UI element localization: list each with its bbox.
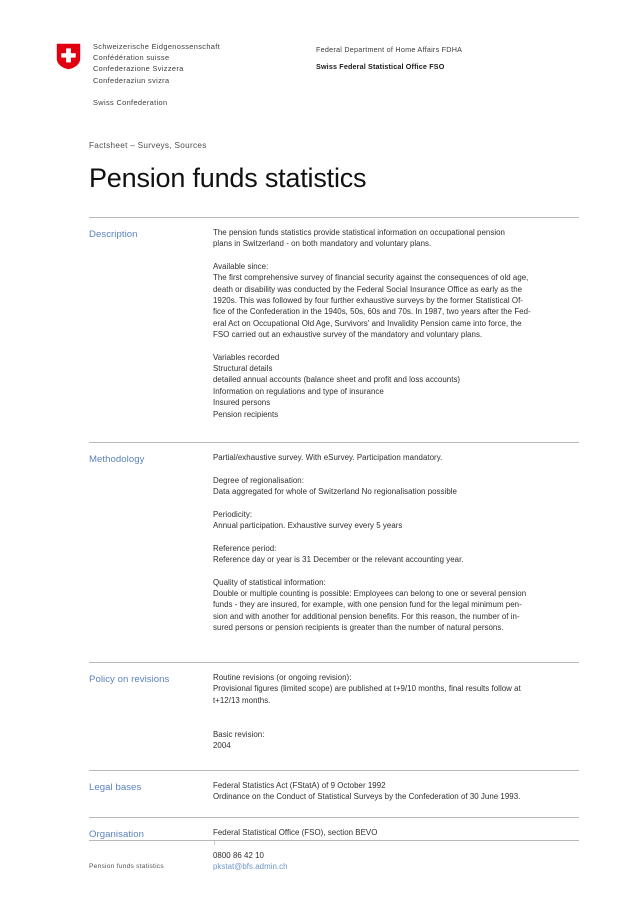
variable-item: Structural details (213, 364, 273, 374)
regionalisation-body: Data aggregated for whole of Switzerland No regionalisation possible (213, 487, 457, 497)
organisation-email-row (213, 861, 579, 872)
paragraph-spacer (213, 717, 579, 728)
regionalisation-label: Degree of regionalisation: (213, 475, 304, 485)
section-methodology (89, 442, 579, 662)
logo-spacer (93, 86, 220, 97)
section-body-policy (213, 672, 579, 760)
quality-line-3: sion and with another for additional pension benefits. For this reason, the number of in- (213, 611, 520, 621)
section-legal-bases (89, 770, 579, 817)
footer-tick-mark (214, 841, 215, 845)
section-label-methodology: Methodology (89, 454, 145, 465)
available-since-label: Available since: (213, 262, 269, 272)
organisation-office: Federal Statistical Office (FSO), section BEVO (213, 828, 378, 837)
paragraph-spacer (213, 250, 579, 261)
paragraph-spacer (213, 463, 579, 474)
quality-line-1: Double or multiple counting is possible: Employees can belong to one or several pension (213, 589, 527, 599)
basic-revision-body: 2004 (213, 741, 231, 751)
periodicity-label: Periodicity: (213, 509, 253, 519)
organisation-email-link[interactable]: pkstat@bfs.admin.ch (213, 862, 288, 872)
swiss-confederation-logo (56, 41, 220, 108)
confederation-name-it: Confederazione Svizzera (93, 64, 184, 74)
confederation-name-fr: Confédération suisse (93, 53, 170, 63)
paragraph-spacer (213, 706, 579, 717)
confederation-name-rm: Confederaziun svizra (93, 75, 170, 85)
document-header (0, 38, 637, 118)
section-organisation (89, 817, 579, 884)
variable-item: Information on regulations and type of insurance (213, 386, 384, 396)
paragraph-spacer (213, 340, 579, 351)
available-since-line-1: The first comprehensive survey of financial security against the consequences of old age, (213, 273, 529, 283)
section-body-organisation (213, 827, 579, 874)
title-area (89, 140, 579, 195)
legal-basis-line-1: Federal Statistics Act (FStatA) of 9 October 1992 (213, 781, 386, 790)
factsheet-sections (89, 217, 579, 884)
available-since-line-6: FSO carried out an exhaustive survey of the mandatory and voluntary plans. (213, 330, 483, 340)
reference-period-body: Reference day or year is 31 December or the relevant accounting year. (213, 555, 464, 565)
organisation-phone: 0800 86 42 10 (213, 850, 264, 860)
breadcrumb: Factsheet – Surveys, Sources (89, 141, 207, 150)
office-name: Swiss Federal Statistical Office FSO (316, 62, 445, 71)
description-intro-line-1: The pension funds statistics provide statistical information on occupational pension (213, 228, 505, 237)
section-description (89, 217, 579, 442)
periodicity-body: Annual participation. Exhaustive survey every 5 years (213, 521, 403, 531)
department-block (316, 44, 462, 73)
reference-period-label: Reference period: (213, 543, 277, 553)
paragraph-spacer (213, 497, 579, 508)
available-since-line-5: eral Act on Occupational Old Age, Survivors' and Invalidity Pension came into force, the (213, 318, 522, 328)
page-title: Pension funds statistics (89, 163, 367, 193)
footer-divider (89, 840, 579, 841)
section-body-methodology (213, 452, 579, 652)
confederation-names (93, 41, 220, 108)
methodology-intro: Partial/exhaustive survey. With eSurvey. Participation mandatory. (213, 453, 443, 462)
swiss-coat-of-arms-shield-icon (56, 43, 81, 70)
variables-recorded-label: Variables recorded (213, 352, 280, 362)
routine-revisions-line-1: Provisional figures (limited scope) are published at t+9/10 months, final results follow at (213, 684, 521, 694)
quality-line-4: sured persons or pension recipients is greater than the number of natural persons. (213, 623, 504, 633)
section-label-description: Description (89, 229, 138, 240)
available-since-line-2: death or disability was conducted by the Federal Social Insurance Office as early as the (213, 284, 523, 294)
routine-revisions-label: Routine revisions (or ongoing revision): (213, 673, 352, 682)
section-label-organisation: Organisation (89, 829, 144, 840)
variable-item: detailed annual accounts (balance sheet and profit and loss accounts) (213, 375, 461, 385)
paragraph-spacer (213, 531, 579, 542)
description-intro-line-2: plans in Switzerland - on both mandatory and voluntary plans. (213, 239, 432, 249)
section-policy-on-revisions (89, 662, 579, 770)
quality-line-2: funds - they are insured, for example, with one pension fund for the legal minimum pen- (213, 600, 522, 610)
variable-item: Insured persons (213, 398, 271, 408)
footer-title: Pension funds statistics (89, 863, 164, 870)
section-body-legal-bases (213, 780, 579, 807)
section-body-description (213, 227, 579, 432)
routine-revisions-line-2: t+12/13 months. (213, 695, 271, 705)
available-since-line-4: fice of the Confederation in the 1940s, 50s, 60s and 70s. In 1987, two years after the Fed- (213, 307, 531, 317)
legal-basis-line-2: Ordinance on the Conduct of Statistical Surveys by the Confederation of 30 June 1993. (213, 792, 521, 802)
section-label-legal-bases: Legal bases (89, 782, 142, 793)
section-label-policy: Policy on revisions (89, 674, 170, 685)
available-since-line-3: 1920s. This was followed by four further exhaustive surveys by the former Statistical Of- (213, 296, 523, 306)
paragraph-spacer (213, 565, 579, 576)
quality-label: Quality of statistical information: (213, 577, 326, 587)
confederation-name-de: Schweizerische Eidgenossenschaft (93, 42, 221, 51)
variable-item: Pension recipients (213, 409, 279, 419)
basic-revision-label: Basic revision: (213, 729, 265, 739)
confederation-name-en: Swiss Confederation (93, 97, 168, 107)
department-name: Federal Department of Home Affairs FDHA (316, 45, 463, 54)
